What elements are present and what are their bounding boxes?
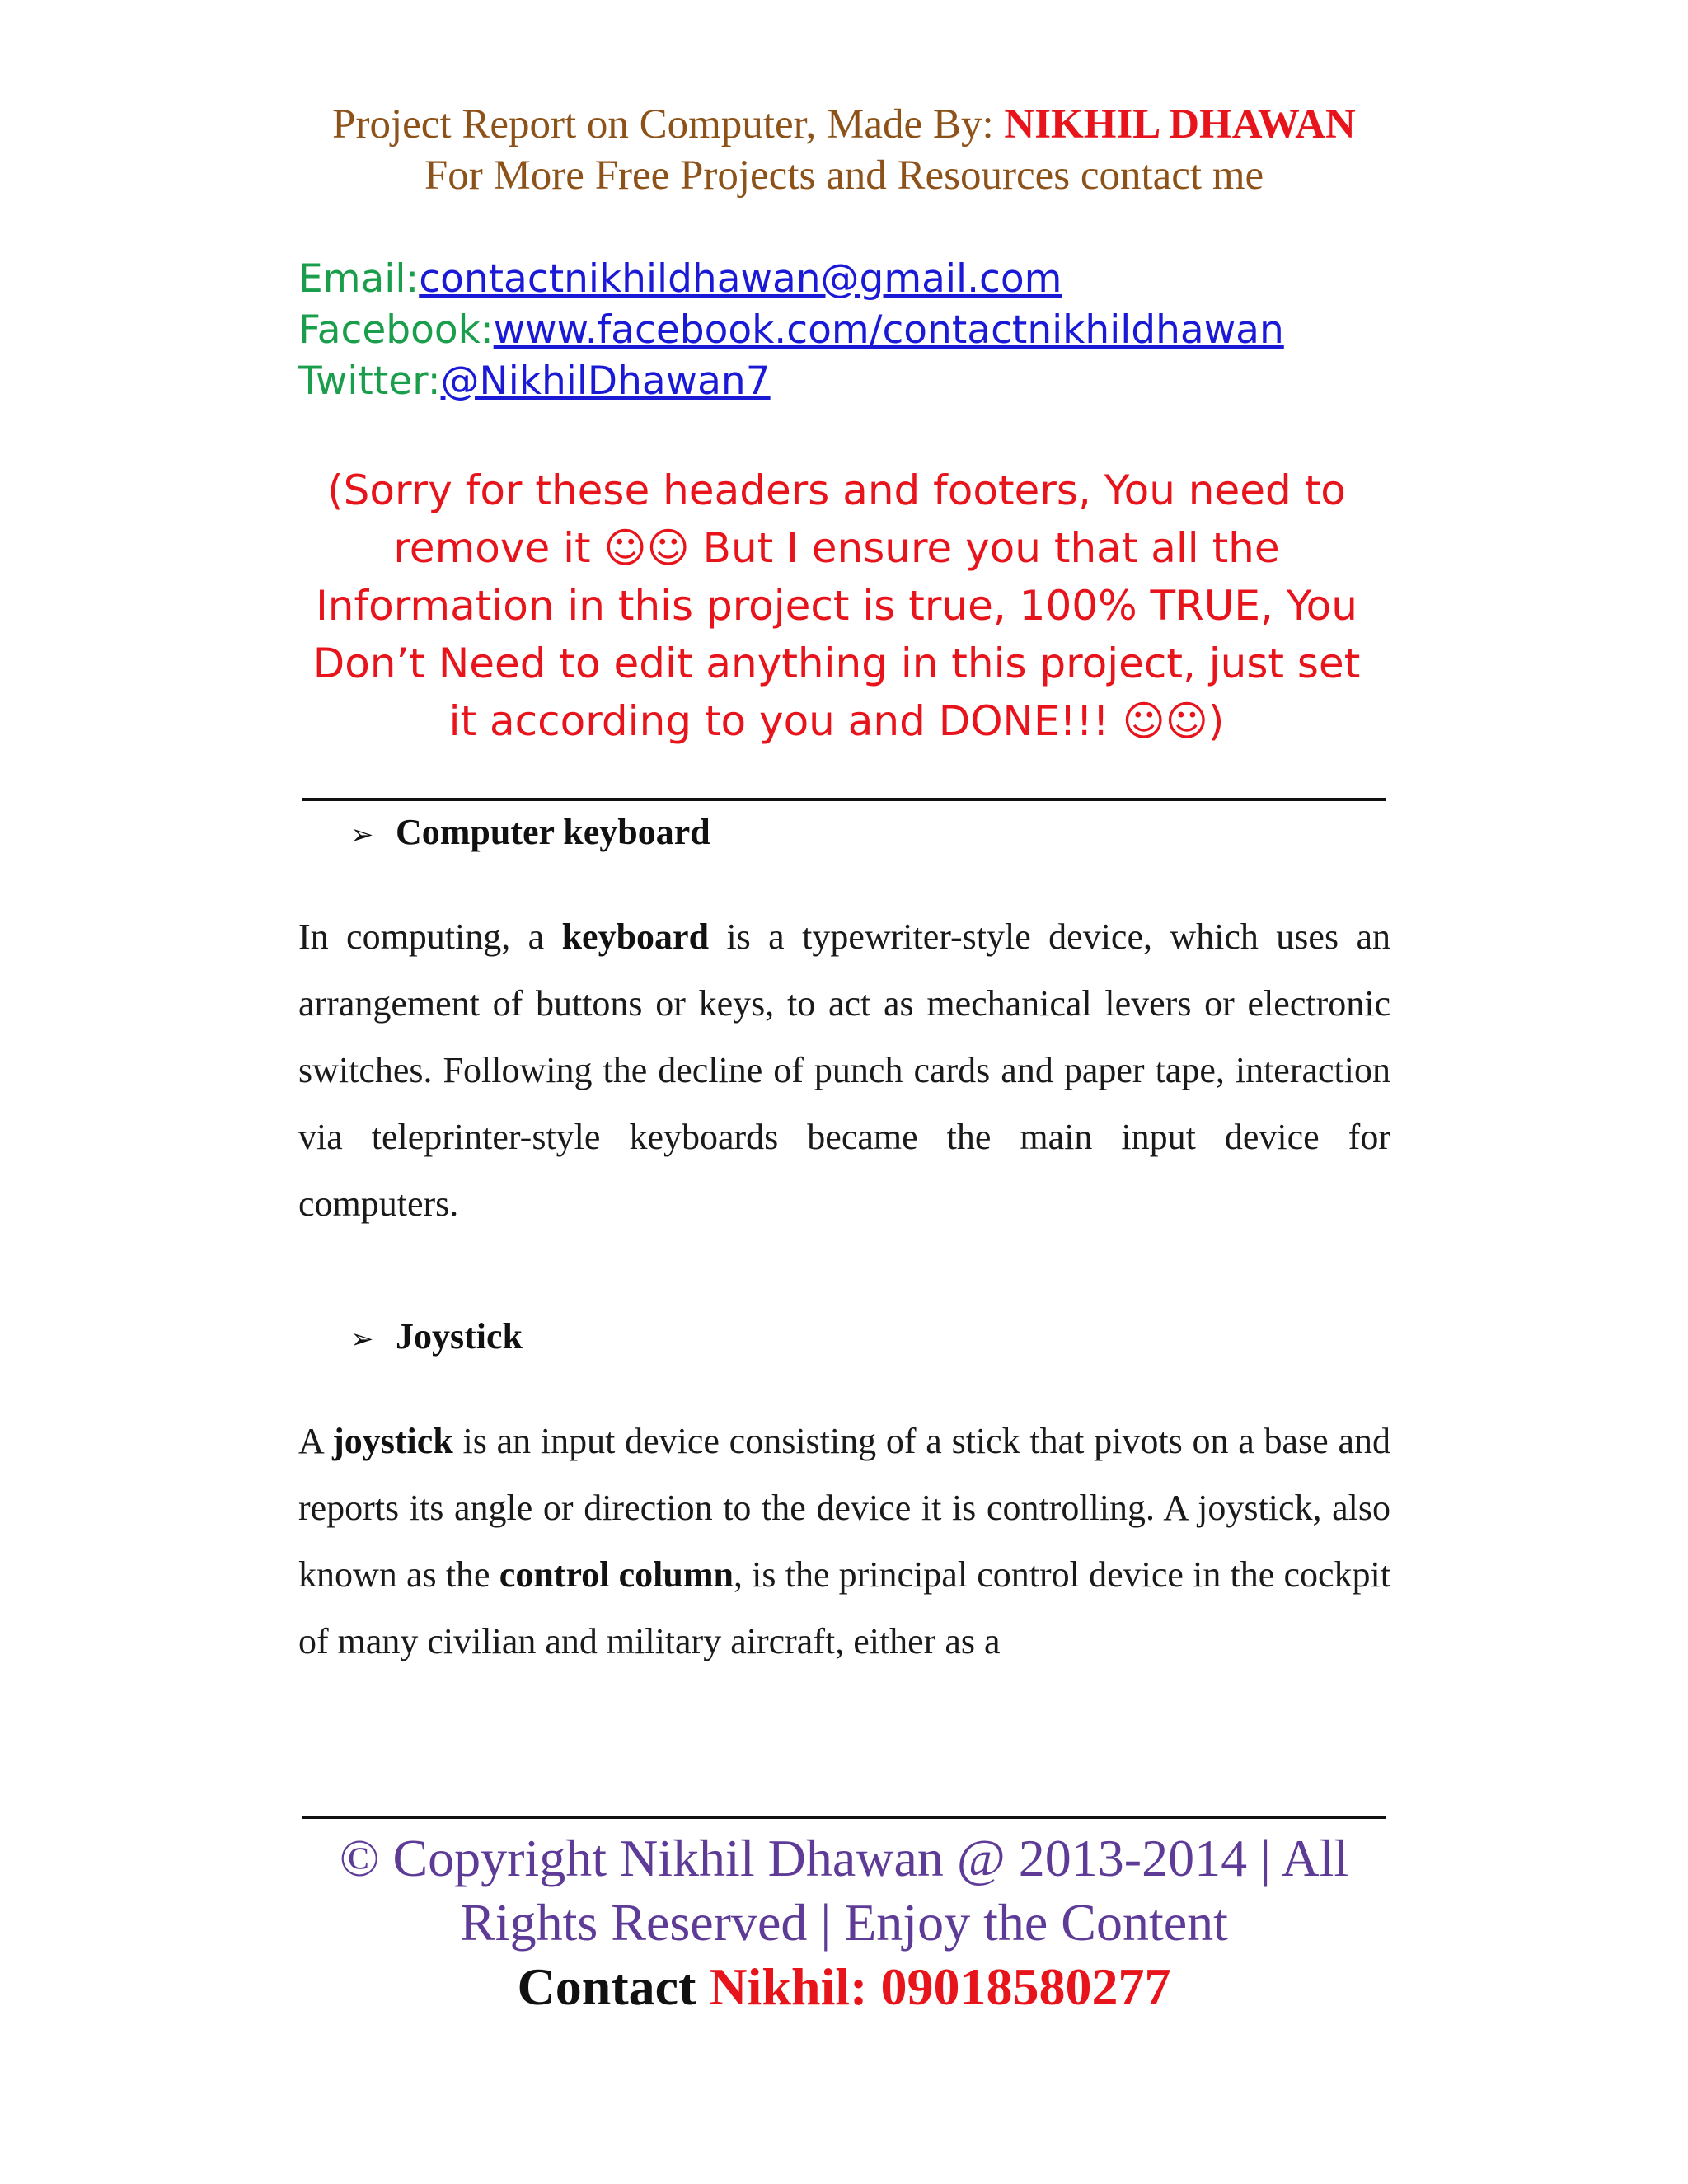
disclaimer-line: Don’t Need to edit anything in this project, just set [312, 640, 1361, 687]
term-joystick: joystick [332, 1421, 453, 1461]
disclaimer-line: remove it ☺☺ But I ensure you that all the [393, 524, 1280, 572]
section-heading-joystick [350, 1312, 523, 1364]
header-subtitle: For More Free Projects and Resources contact me [424, 152, 1264, 199]
twitter-label: Twitter: [298, 359, 441, 404]
paragraph-text: A [298, 1421, 333, 1461]
footer-contact [0, 1955, 1688, 2019]
header-title-line [0, 99, 1688, 150]
author-name: NIKHIL DHAWAN [1004, 101, 1356, 148]
twitter-row [298, 356, 771, 407]
disclaimer-block [280, 462, 1393, 750]
arrowhead-bullet-icon: ➢ [350, 1323, 374, 1356]
header-divider [302, 798, 1386, 801]
footer-divider [302, 1816, 1386, 1819]
header-title-prefix: Project Report on Computer, Made By: [332, 101, 1005, 148]
facebook-label: Facebook: [298, 307, 494, 353]
email-link[interactable]: contactnikhildhawan@gmail.com [419, 256, 1062, 302]
term-control-column: control column [499, 1554, 734, 1595]
footer-phone: Nikhil: 09018580277 [709, 1957, 1171, 2016]
disclaimer-line: Information in this project is true, 100% TRUE, You [316, 582, 1357, 630]
facebook-link[interactable]: www.facebook.com/contactnikhildhawan [493, 307, 1284, 353]
copyright-line: Rights Reserved | Enjoy the Content [460, 1893, 1228, 1952]
joystick-paragraph [298, 1408, 1390, 1675]
disclaimer-line: it according to you and DONE!!! ☺☺) [448, 697, 1225, 745]
disclaimer-line: (Sorry for these headers and footers, You need to [327, 466, 1346, 514]
footer-contact-prefix: Contact [517, 1957, 710, 2016]
paragraph-text: In computing, a [298, 916, 562, 957]
keyboard-paragraph [298, 903, 1390, 1237]
email-row [298, 254, 1062, 305]
term-keyboard: keyboard [561, 916, 710, 957]
facebook-row [298, 305, 1284, 356]
section-heading-text: Computer keyboard [396, 812, 710, 852]
paragraph-text: is a typewriter-style device, which uses an arrangement of buttons or keys, to act as mechanical levers or electronic switches. Following the decline of punch cards and paper tape, interaction via teleprinter-style keyboards became the main input device for computers. [298, 916, 1390, 1224]
copyright-line: © Copyright Nikhil Dhawan @ 2013-2014 | All [339, 1829, 1349, 1887]
section-heading-keyboard [350, 808, 710, 860]
paragraph-text: , is the principal control device in the cockpit of many civilian and military aircraft, either as a [298, 1554, 1390, 1661]
twitter-link[interactable]: @NikhilDhawan7 [440, 359, 771, 404]
section-heading-text: Joystick [396, 1316, 523, 1357]
paragraph-text: is an input device consisting of a stick that pivots on a base and reports its angle or direction to the device it is controlling. A joystick, also known as the [298, 1421, 1390, 1595]
arrowhead-bullet-icon: ➢ [350, 818, 374, 851]
email-label: Email: [298, 256, 420, 302]
